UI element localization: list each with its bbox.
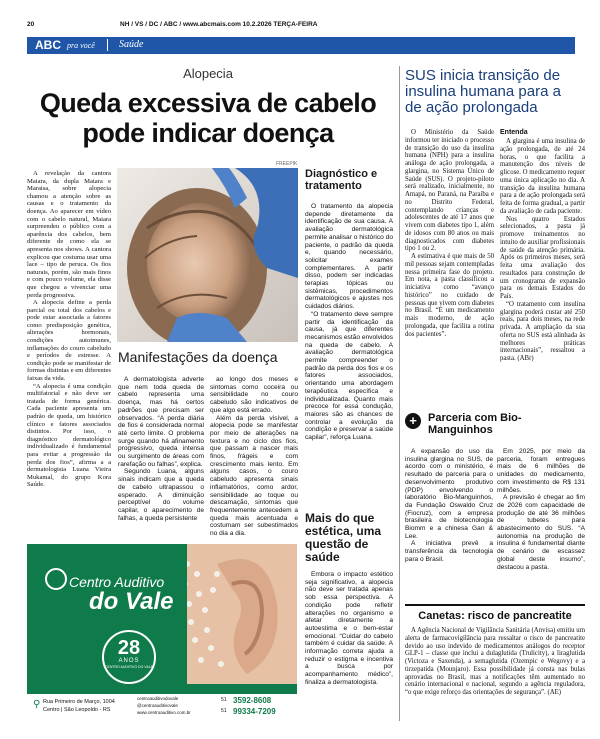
more-col [305,571,393,687]
paragraph: O Ministério da Saúde informou ter iniciado o processo de transição do uso da insulina humana (NPH) para a insulina análoga de ação prolongada, a glargina, no Sistema Único de Saúde (SUS). O projeto-piloto será realizado, inicialmente, no Amapá, no Paraná, na Paraíba e no Distrito Federal, contemplando crianças e adolescentes de até 17 anos que vivem com diabetes tipo 1, além de idosos com 80 anos ou mais diagnosticados com diabetes tipo 1 ou 2. [405,129,494,253]
page-number: 20 [27,21,35,28]
photo-illustration [117,168,298,342]
paragraph: Nos quatro Estados selecionados, a pasta já promove treinamentos no intuito de auxiliar profissionais de saúde da atenção primária. Após os primeiros meses, será feita uma avaliação dos resultados para construção de um cronograma de expansão para os demais Estados do País. [500,215,585,300]
parceria-col2 [497,448,585,571]
ad-phone-prefix-1: 51 [221,697,227,703]
ad-address-1: Rua Primeiro de Março, 1004 [43,699,115,705]
brand-tagline: pra você [67,41,95,50]
canetas-body [405,627,585,697]
paragraph: A dermatologista adverte que nem toda queda de cabelo representa uma doença, mas há certos padrões que precisam ser observados. “A perda diária de fios é considerada normal até certo limite. O problema surge quando há afinamento progressivo, queda intensa ou surgimento de áreas com rarefação ou falhas”, explica. [118,376,204,468]
ad-years-badge [102,630,156,684]
ad-website[interactable]: www.centroauditivo.com.br [137,710,191,715]
paragraph: Segundo Luana, alguns sinais indicam que a queda de cabelo ultrapassou o esperado. A diminuição perceptível do volume capilar, o aparecimento de falhas, a queda persistente [118,468,204,522]
ad-years-number: 28 [117,637,141,659]
paragraph: A revelação da cantora Maiara, da dupla Maiara e Maraisa, sobre alopecia chamou a atenção sobre as causas e o tratamento da doença. Ao aparecer em vídeo com o cabelo natural, Maiara surpreendeu o público com a aparência dos cabelos, bem diferente de como ela se apresenta nos shows. A cantora explicou que costuma usar uma lace – tipo de peruca. Os fios naturais, porém, são mais finos e com pouco volume, ela disse que chegou a vivenciar uma perda progressiva. [27,170,111,299]
parceria-title: Parceria com Bio-Manguinhos [428,412,522,436]
location-pin-icon: ⚲ [33,699,41,710]
paragraph: A estimativa é que mais de 50 mil pessoas sejam contempladas nessa primeira fase do projeto. Em nota, a pasta classificou a iniciativa como “avanço histórico” no cuidado de pessoas que vivem com diabetes no Brasil. “É um medicamento mais moderno, de ação prolongada, que facilita a rotina dos pacientes”. [405,253,494,338]
hair-loss-photo [117,168,298,342]
sus-col2-heading: Entenda [500,129,528,136]
manifest-title: Manifestações da doença [118,349,278,365]
column-divider [399,66,400,721]
headline [20,88,396,148]
photo-credit: FREEPIK [276,161,298,167]
ad-social-1[interactable]: centroauditivodovale [137,696,179,701]
paragraph: Em 2025, por meio da parceria, foram entregues mais de 6 milhões de unidades do medicamento, com investimento de R$ 131 milhões. [497,448,585,494]
canetas-title: Canetas: risco de pancreatite [418,610,572,622]
paragraph: A Agência Nacional de Vigilância Sanitária (Anvisa) emitiu um alerta de farmacovigilância para ressaltar o risco de pancreatite devido ao uso indevido de medicamentos análogos do receptor GLP-1 – classe que inclui a dulaglutida (Trulicity), a liraglutida (Victoza e Saxenda), a semaglutida (Ozempic e Wegovy) e a tirzepatida (Mounjaro). Essa possibilidade já consta nas bulas aprovadas no Brasil, mas a notificações têm aumentado no cenário internacional e nacional, segundo a agência reguladora, “o que exige reforço das orientações de segurança”. (AE) [405,627,585,696]
paragraph: A expansão do uso da insulina glargina no SUS, de acordo com o ministério, é resultado de parceria para o desenvolvimento produtivo (PDP) envolvendo o laboratório Bio-Manguinhos, da Fundação Oswaldo Cruz (Fiocruz), com a empresa brasileira de biotecnologia Biomm e a chinesa Gan & Lee. [405,448,493,540]
main-col1 [27,170,111,489]
paragraph: A iniciativa prevê a transferência da tecnologia para o Brasil. [405,540,493,563]
ear-illustration [177,544,297,684]
ad-years-label: ANOS [118,658,140,664]
ad-logo-icon [45,568,67,590]
paragraph: “O tratamento deve sempre partir da identificação da causa, já que diferentes mecanismos estão envolvidos na queda de cabelo. A avaliação dermatológica permite compreender o padrão da perda dos fios e os fatores associados, orientando uma abordagem terapêutica específica e individualizada. Quanto mais precoce for essa condução, maiores são as chances de controlar a evolução da condição e preservar a saúde capilar”, reforça Luana. [305,310,393,442]
page-info: NH / VS / DC / ABC / www.abcmais.com 10.2.2026 TERÇA-FEIRA [120,21,318,28]
sus-col2 [500,138,585,363]
kicker: Alopecia [183,66,233,81]
ad-social-2[interactable]: @centroauditivovale [137,703,178,708]
paragraph: Além da perda visível, a alopecia pode se manifestar por meio de alterações na textura e no ciclo dos fios, que passam a nascer mais finos, frágeis e com crescimento mais lento. Em alguns casos, o couro cabeludo apresenta sinais inflamatórios, como ardor, sensibilidade ao toque ou descamação, sintomas que frequentemente antecedem a queda mais acentuada e costumam ser subestimados no dia a dia. [210,414,298,538]
paragraph: A previsão é chegar ao fim de 2026 com capacidade de produção de até 36 milhões de tubetes para abastecimento do SUS. “A autonomia na produção de insulina é fundamental diante de cenário de escassez global deste insumo”, destacou a pasta. [497,494,585,571]
ad-footer [27,694,297,721]
paragraph: O tratamento da alopecia depende diretamente da identificação de sua causa. A avaliação dermatológica permite analisar o histórico do paciente, o padrão da queda e, quando necessário, solicitar exames complementares. A partir disso, podem ser indicadas terapias tópicas ou sistêmicas, procedimentos dermatológicos e ajustes nos cuidados diários. [305,203,393,311]
ad-years-ring: CENTRO AUDITIVO DO VALE [105,665,153,669]
ad-phone-1[interactable]: 3592-8608 [233,696,272,705]
plus-icon: + [405,413,421,429]
sus-col1 [405,129,494,338]
paragraph: “A alopecia é uma condição multifatorial e não deve ser tratada de forma genérica. Cada paciente apresenta um padrão de queda, um histórico clínico e fatores associados distintos. Por isso, o diagnóstico dermatológico individualizado é fundamental para evitar a progressão da perda dos fios”, afirma a a dermatologista Luana Vieira Mukamal, do grupo Kora Saúde. [27,382,111,489]
ad-phone-prefix-2: 51 [221,708,227,714]
ad-brand-line2: do Vale [89,588,174,615]
section-label: Saúde [119,39,144,50]
paragraph: A glargina é uma insulina de ação prolongada, de até 24 horas, o que facilita a manutenção dos níveis de glicose. O medicamento requer uma única aplicação no dia. A transição da insulina humana para a de ação prolongada será feita de forma gradual, a partir da avaliação de cada paciente. [500,138,585,215]
diag-col [305,203,393,442]
ad-address-2: Centro | São Leopoldo - RS [43,707,111,713]
paragraph: “O tratamento com insulina glargina poderá custar até 250 reais, para dois meses, na rede privada. A ampliação da sua oferta no SUS está alinhada às melhores práticas internacionais”, ressaltou a pasta. (ABr) [500,300,585,362]
diag-title: Diagnóstico e tratamento [305,168,378,192]
section-bar [27,37,575,54]
paragraph: A alopecia define a perda parcial ou total dos cabelos e pode estar associada a fatores como predisposição genética, alterações hormonais, condições autoimunes, inflamações do couro cabeludo e períodos de estresse. A condição pode se manifestar de formas distintas e em diferentes faixas da vida. [27,299,111,383]
headline-line-2: pode indicar doença [82,118,334,148]
headline-line-1: Queda excessiva de cabelo [39,88,377,118]
manifest-col2 [210,376,298,538]
manifest-col1 [118,376,204,522]
paragraph: ao longo dos meses e sintomas como coceira ou sensibilidade no couro cabeludo são indicativos de que algo está errado. [210,376,298,414]
more-title: Mais do que estética, uma questão de saúde [305,511,382,564]
brand-logo: ABC [35,38,61,52]
section-divider [107,39,108,51]
canetas-rule [405,604,585,606]
ad-centro-auditivo[interactable] [27,544,297,721]
parceria-col1 [405,448,493,564]
paragraph: Embora o impacto estético seja significativo, a alopecia não deve ser tratada apenas sob essa perspectiva. A condição pode refletir alterações no organismo e afetar diretamente a autoestima e o bem-estar emocional. “Cuidar do cabelo também é cuidar da saúde. A informação correta ajuda a reduzir o estigma e incentiva a busca por acompanhamento médico”, finaliza a dermatologista. [305,571,393,686]
sus-headline: SUS inicia transição de insulina humana para a de ação prolongada [405,67,561,116]
ad-brand-line1: Centro Auditivo [69,574,165,590]
ad-phone-2[interactable]: 99334-7209 [233,707,276,716]
